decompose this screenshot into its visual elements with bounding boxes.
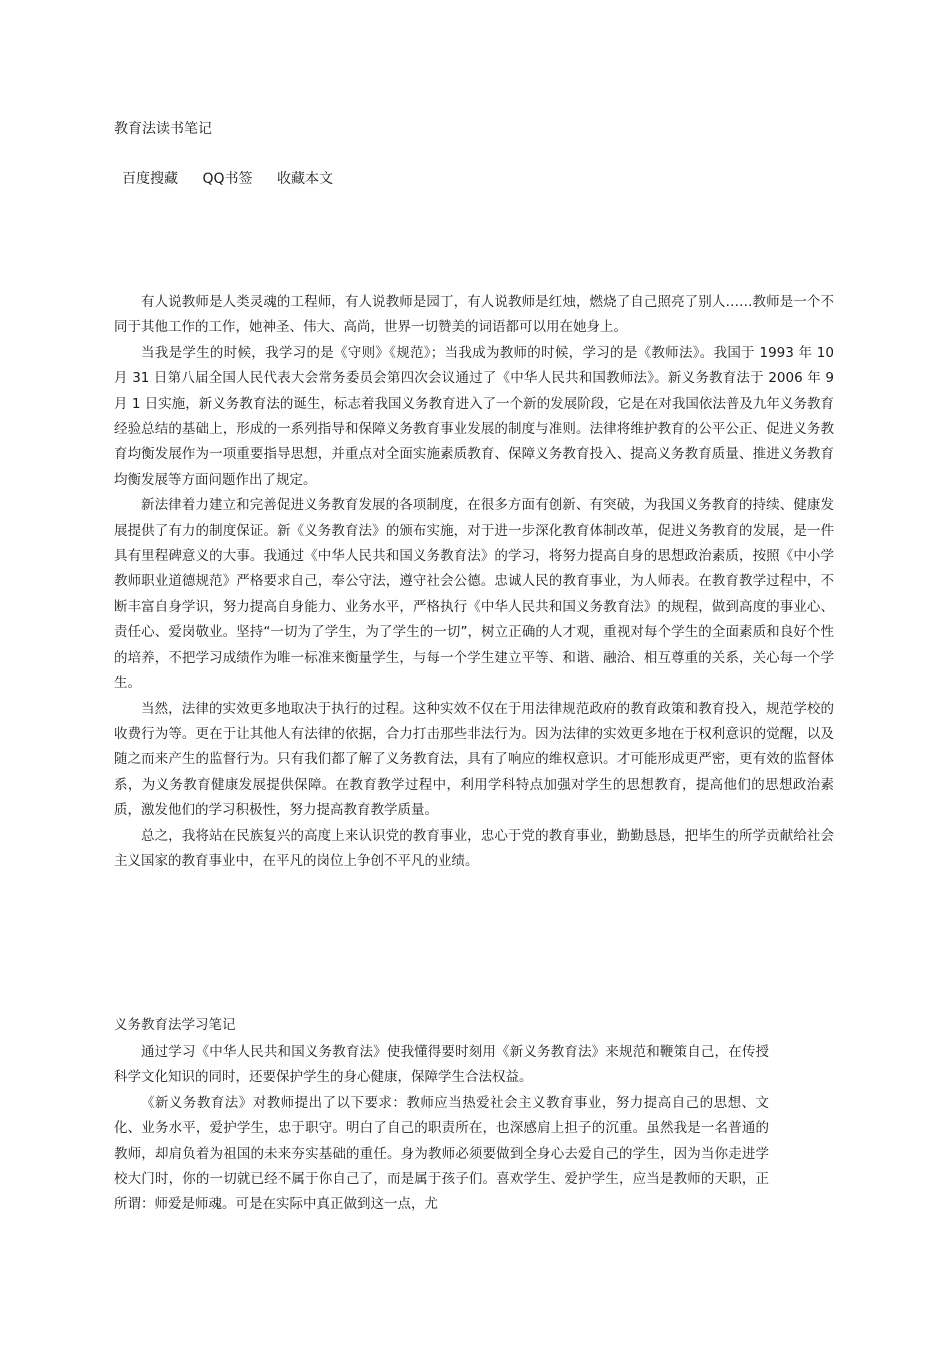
article-body bbox=[114, 290, 834, 874]
paragraph: 当然，法律的实效更多地取决于执行的过程。这种实效不仅在于用法律规范政府的教育政策和教育投入，规范学校的收费行为等。更在于让其他人有法律的依据，合力打击那些非法行为。因为法律的实效更多地在于权利意识的觉醒，以及随之而来产生的监督行为。只有我们都了解了义务教育法，具有了响应的维权意识。才可能形成更严密，更有效的监督体系，为义务教育健康发展提供保障。在教育教学过程中，利用学科特点加强对学生的思想教育，提高他们的思想政治素质，激发他们的学习积极性，努力提高教育教学质量。 bbox=[114, 700, 834, 819]
qq-bookmark-link[interactable]: QQ书签 bbox=[202, 171, 253, 187]
document-title: 教育法读书笔记 bbox=[114, 121, 212, 137]
baidu-bookmark-link[interactable]: 百度搜藏 bbox=[122, 171, 178, 187]
section-title: 义务教育法学习笔记 bbox=[114, 1017, 236, 1033]
paragraph: 通过学习《中华人民共和国义务教育法》使我懂得要时刻用《新义务教育法》来规范和鞭策自己，在传授科学文化知识的同时，还要保护学生的身心健康，保障学生合法权益。 bbox=[114, 1044, 769, 1086]
paragraph: 新法律着力建立和完善促进义务教育发展的各项制度，在很多方面有创新、有突破，为我国义务教育的持续、健康发展提供了有力的制度保证。新《义务教育法》的颁布实施，对于进一步深化教育体制改革，促进义务教育的发展，是一件具有里程碑意义的大事。我通过《中华人民共和国义务教育法》的学习，将努力提高自身的思想政治素质，按照《中小学教师职业道德规范》严格要求自己，奉公守法，遵守社会公德。忠诚人民的教育事业，为人师表。在教育教学过程中，不断丰富自身学识，努力提高自身能力、业务水平，严格执行《中华人民共和国义务教育法》的规程，做到高度的事业心、责任心、爱岗敬业。坚持“一切为了学生，为了学生的一切”，树立正确的人才观，重视对每个学生的全面素质和良好个性的培养，不把学习成绩作为唯一标准来衡量学生，与每一个学生建立平等、和谐、融洽、相互尊重的关系，关心每一个学生。 bbox=[114, 497, 834, 692]
paragraph: 有人说教师是人类灵魂的工程师，有人说教师是园丁，有人说教师是红烛，燃烧了自己照亮了别人……教师是一个不同于其他工作的工作，她神圣、伟大、高尚，世界一切赞美的词语都可以用在她身上。 bbox=[114, 294, 834, 336]
paragraph: 《新义务教育法》对教师提出了以下要求：教师应当热爱社会主义教育事业，努力提高自己的思想、文化、业务水平，爱护学生，忠于职守。明白了自己的职责所在，也深感肩上担子的沉重。虽然我是一名普通的教师，却肩负着为祖国的未来夯实基础的重任。身为教师必须要做到全身心去爱自己的学生，因为当你走进学校大门时，你的一切就已经不属于你自己了，而是属于孩子们。喜欢学生、爱护学生，应当是教师的天职，正所谓：师爱是师魂。可是在实际中真正做到这一点，尤 bbox=[114, 1094, 769, 1213]
bookmark-links bbox=[122, 169, 353, 189]
paragraph: 当我是学生的时候，我学习的是《守则》《规范》；当我成为教师的时候，学习的是《教师法》。我国于 1993 年 10 月 31 日第八届全国人民代表大会常务委员会第四次会议通过了《中华人民共和国教师法》。新义务教育法于 2006 年 9 月 1 日实施，新义务教育法的诞生，标志着我国义务教育进入了一个新的发展阶段，它是在对我国依法普及九年义务教育经验总结的基础上，形成的一系列指导和保障义务教育事业发展的制度与准则。法律将维护教育的公平公正、促进义务教育均衡发展作为一项重要指导思想，并重点对全面实施素质教育、保障义务教育投入、提高义务教育质量、推进义务教育均衡发展等方面问题作出了规定。 bbox=[114, 344, 834, 488]
save-article-link[interactable]: 收藏本文 bbox=[276, 171, 333, 187]
section-body bbox=[114, 1040, 769, 1218]
paragraph: 总之，我将站在民族复兴的高度上来认识党的教育事业，忠心于党的教育事业，勤勤恳恳，把毕生的所学贡献给社会主义国家的教育事业中，在平凡的岗位上争创不平凡的业绩。 bbox=[114, 827, 834, 869]
